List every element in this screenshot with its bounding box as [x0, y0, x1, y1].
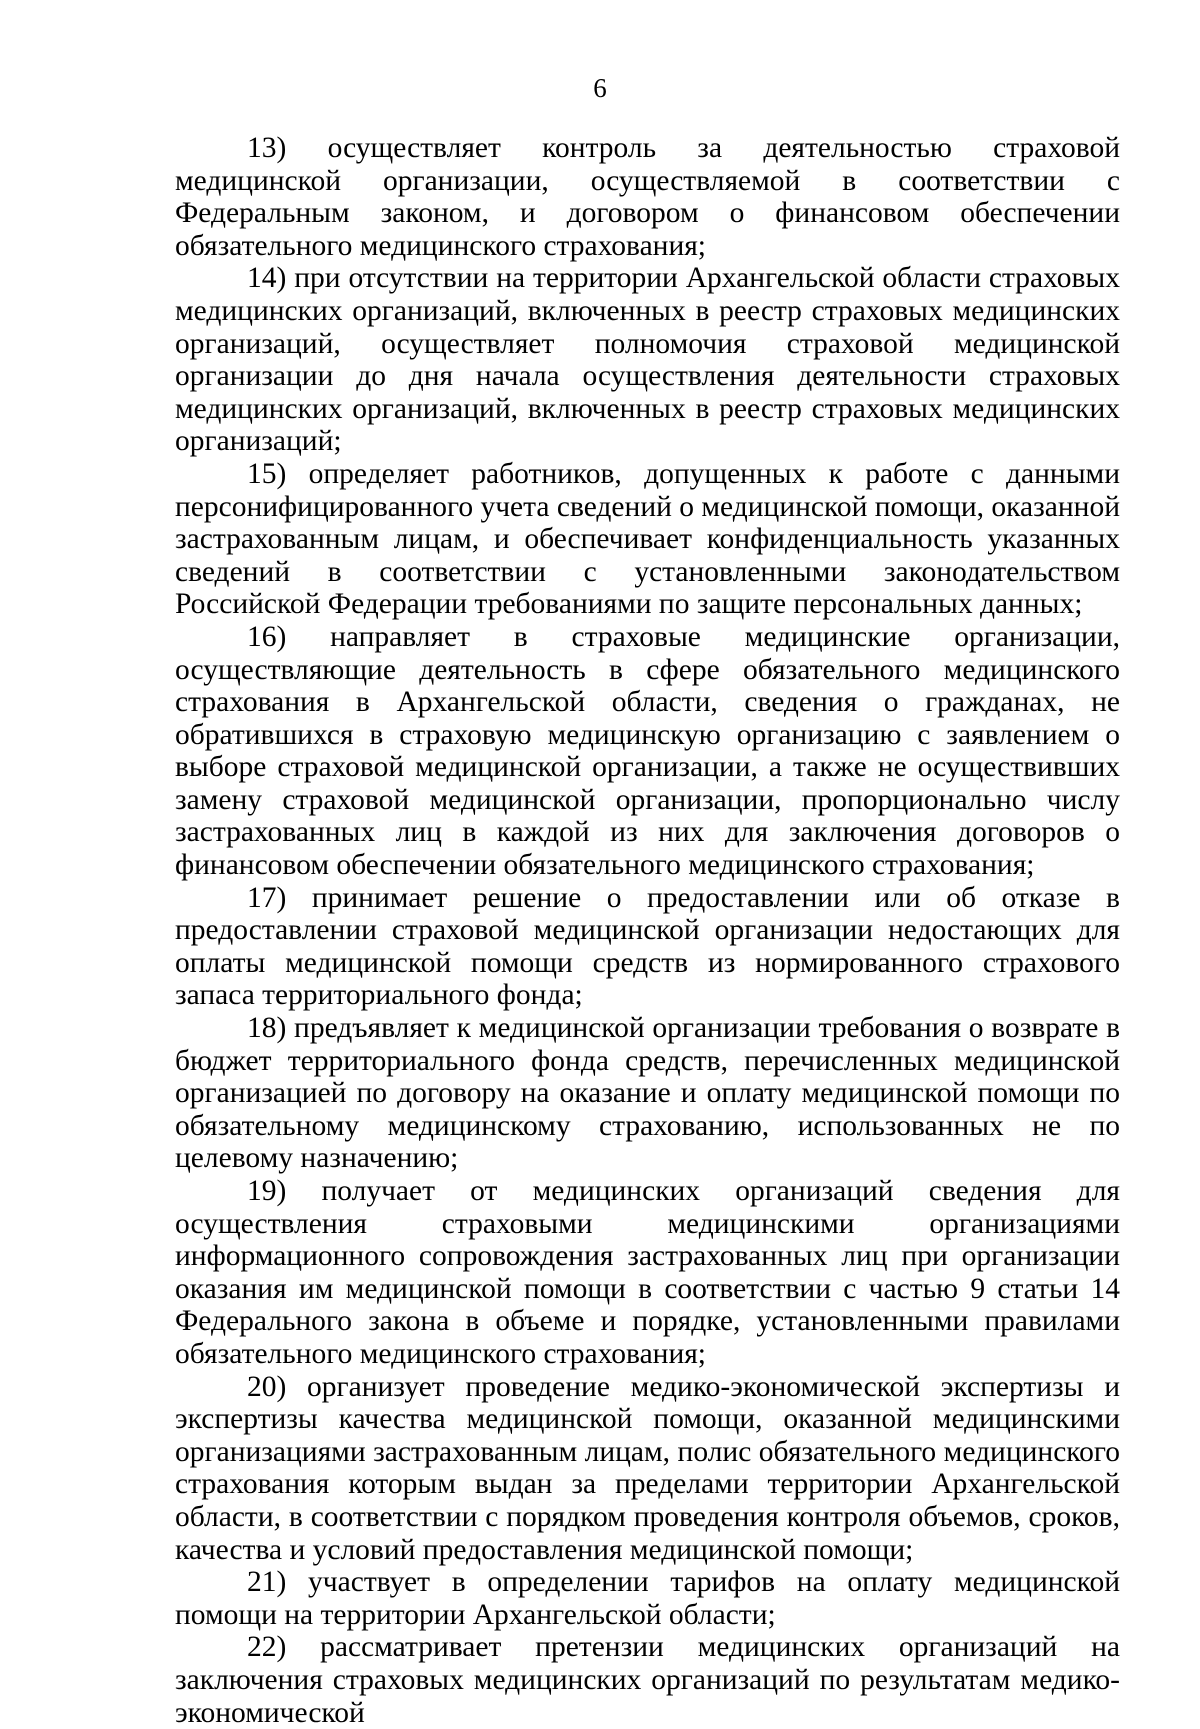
page-number: 6 — [593, 73, 607, 103]
paragraph-17: 17) принимает решение о предоставлении или об отказе в предоставлении страховой медицинской организации недостающих для оплаты медицинской помощи средств из нормированного страхового запаса территориального фонда; — [175, 881, 1120, 1012]
paragraph-16: 16) направляет в страховые медицинские организации, осуществляющие деятельность в сфере обязательного медицинского страхования в Архангельской области, сведения о гражданах, не обратившихся в страховую медицинскую организацию с заявлением о выборе страховой медицинской организации, а также не осуществивших замену страховой медицинской организации, пропорционально числу застрахованных лиц в каждой из них для заключения договоров о финансовом обеспечении обязательного медицинского страхования; — [175, 620, 1120, 882]
paragraph-13: 13) осуществляет контроль за деятельностью страховой медицинской организации, осуществляемой в соответствии с Федеральным законом, и договором о финансовом обеспечении обязательного медицинского страхования; — [175, 132, 1120, 262]
paragraph-14: 14) при отсутствии на территории Архангельской области страховых медицинских организаций, включенных в реестр страховых медицинских организаций, осуществляет полномочия страховой медицинской организации до дня начала осуществления деятельности страховых медицинских организаций, включенных в реестр страховых медицинских организаций; — [175, 262, 1120, 458]
paragraph-21: 21) участвует в определении тарифов на оплату медицинской помощи на территории Архангельской области; — [175, 1566, 1120, 1631]
paragraph-20: 20) организует проведение медико-экономической экспертизы и экспертизы качества медицинской помощи, оказанной медицинскими организациями застрахованным лицам, полис обязательного медицинского страхования которым выдан за пределами территории Архангельской области, в соответствии с порядком проведения контроля объемов, сроков, качества и условий предоставления медицинской помощи; — [175, 1370, 1120, 1566]
paragraph-22: 22) рассматривает претензии медицинских организаций на заключения страховых медицинских организаций по результатам медико-экономической — [175, 1631, 1120, 1729]
paragraph-15: 15) определяет работников, допущенных к работе с данными персонифицированного учета сведений о медицинской помощи, оказанной застрахованным лицам, и обеспечивает конфиденциальность указанных сведений в соответствии с установленными законодательством Российской Федерации требованиями по защите персональных данных; — [175, 457, 1120, 621]
document-body — [175, 132, 1120, 1729]
paragraph-18: 18) предъявляет к медицинской организации требования о возврате в бюджет территориального фонда средств, перечисленных медицинской организацией по договору на оказание и оплату медицинской помощи по обязательному медицинскому страхованию, использованных не по целевому назначению; — [175, 1012, 1120, 1175]
paragraph-19: 19) получает от медицинских организаций сведения для осуществления страховыми медицинскими организациями информационного сопровождения застрахованных лиц при организации оказания им медицинской помощи в соответствии с частью 9 статьи 14 Федерального закона в объеме и порядке, установленными правилами обязательного медицинского страхования; — [175, 1175, 1120, 1370]
